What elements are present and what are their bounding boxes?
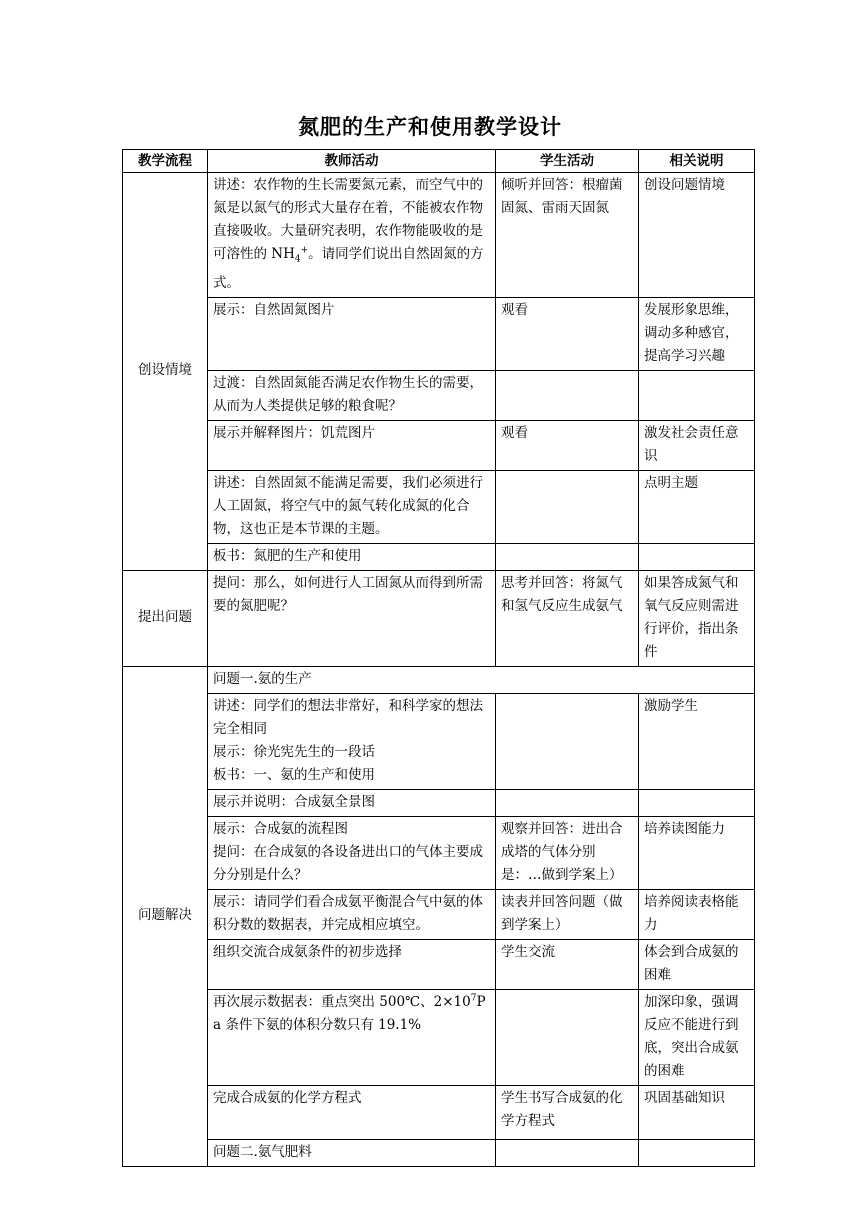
table-row: [123, 370, 755, 420]
student-activity-cell: [496, 370, 639, 420]
stage-problem-solving: 问题解决: [123, 666, 208, 1166]
note-cell: 发展形象思维，调动多种感官，提高学习兴趣: [639, 297, 755, 370]
note-cell: [639, 789, 755, 816]
note-cell: 激励学生: [639, 693, 755, 789]
note-cell: 培养读图能力: [639, 816, 755, 889]
teacher-activity-cell: 组织交流合成氨条件的初步选择: [208, 939, 496, 989]
table-row: [123, 789, 755, 816]
teacher-activity-cell: 提问：那么，如何进行人工固氮从而得到所需要的氮肥呢？: [208, 570, 496, 666]
teacher-activity-cell: 讲述：农作物的生长需要氮元素，而空气中的氮是以氮气的形式大量存在着，不能被农作物直接吸收。大量研究表明，农作物能吸收的是可溶性的 $NH_4^+$。请同学们说出自然固氮的方式。: [208, 173, 496, 298]
teacher-activity-cell: 问题二.氨气肥料: [208, 1139, 496, 1166]
lesson-plan-table: [122, 149, 755, 1167]
teacher-activity-cell: 完成合成氨的化学方程式: [208, 1085, 496, 1139]
header-student-activity: 学生活动: [496, 150, 639, 173]
table-row: [123, 939, 755, 989]
header-teacher-activity: 教师活动: [208, 150, 496, 173]
student-activity-cell: 观看: [496, 420, 639, 470]
student-activity-cell: [496, 543, 639, 570]
table-header-row: [123, 150, 755, 173]
table-row: [123, 470, 755, 543]
stage-raise-question: 提出问题: [123, 570, 208, 666]
student-activity-cell: 学生交流: [496, 939, 639, 989]
page-title: 氮肥的生产和使用教学设计: [298, 114, 562, 139]
header-notes: 相关说明: [639, 150, 755, 173]
student-activity-cell: 倾听并回答：根瘤菌固氮、雷雨天固氮: [496, 173, 639, 298]
note-cell: [639, 370, 755, 420]
table-row: [123, 1139, 755, 1166]
teacher-activity-cell: 板书：氮肥的生产和使用: [208, 543, 496, 570]
teacher-activity-cell: 展示并说明：合成氨全景图: [208, 789, 496, 816]
student-activity-cell: [496, 693, 639, 789]
table-row: [123, 666, 755, 693]
note-cell: 培养阅读表格能力: [639, 889, 755, 939]
teacher-activity-cell: 展示：合成氨的流程图 提问：在合成氨的各设备进出口的气体主要成分分别是什么？: [208, 816, 496, 889]
student-activity-cell: 学生书写合成氨的化学方程式: [496, 1085, 639, 1139]
teacher-activity-cell: 展示：请同学们看合成氨平衡混合气中氨的体积分数的数据表，并完成相应填空。: [208, 889, 496, 939]
table-row: [123, 297, 755, 370]
note-cell: 如果答成氮气和氧气反应则需进行评价，指出条件: [639, 570, 755, 666]
teacher-activity-cell: 再次展示数据表：重点突出 500℃、$2\times 10^7Pa$ 条件下氨的体积分数只有 19.1%: [208, 989, 496, 1085]
note-cell: 点明主题: [639, 470, 755, 543]
table-row: [123, 889, 755, 939]
note-cell: 加深印象，强调反应不能进行到底，突出合成氨的困难: [639, 989, 755, 1085]
note-cell: [639, 543, 755, 570]
table-row: [123, 1085, 755, 1139]
teacher-activity-cell: 讲述：自然固氮不能满足需要，我们必须进行人工固氮，将空气中的氮气转化成氮的化合物，这也正是本节课的主题。: [208, 470, 496, 543]
student-activity-cell: 观看: [496, 297, 639, 370]
student-activity-cell: 思考并回答：将氮气和氢气反应生成氨气: [496, 570, 639, 666]
table-row: [123, 816, 755, 889]
teacher-activity-cell: 过渡：自然固氮能否满足农作物生长的需要，从而为人类提供足够的粮食呢？: [208, 370, 496, 420]
student-activity-cell: [496, 470, 639, 543]
header-stage: 教学流程: [123, 150, 208, 173]
note-cell: 创设问题情境: [639, 173, 755, 298]
note-cell: [639, 1139, 755, 1166]
table-row: [123, 570, 755, 666]
student-activity-cell: [496, 789, 639, 816]
note-cell: 体会到合成氨的困难: [639, 939, 755, 989]
section-heading-cell: 问题一.氨的生产: [208, 666, 755, 693]
teacher-activity-cell: 展示并解释图片：饥荒图片: [208, 420, 496, 470]
student-activity-cell: [496, 1139, 639, 1166]
table-row: [123, 543, 755, 570]
student-activity-cell: [496, 989, 639, 1085]
table-row: [123, 989, 755, 1085]
student-activity-cell: 观察并回答：进出合成塔的气体分别是：…做到学案上）: [496, 816, 639, 889]
table-row: [123, 420, 755, 470]
table-row: [123, 173, 755, 298]
table-row: [123, 693, 755, 789]
teacher-activity-cell: 展示：自然固氮图片: [208, 297, 496, 370]
note-cell: 激发社会责任意识: [639, 420, 755, 470]
note-cell: 巩固基础知识: [639, 1085, 755, 1139]
student-activity-cell: 读表并回答问题（做到学案上）: [496, 889, 639, 939]
teacher-activity-cell: 讲述：同学们的想法非常好，和科学家的想法完全相同 展示：徐光宪先生的一段话 板书：一、氨的生产和使用: [208, 693, 496, 789]
stage-create-situation: 创设情境: [123, 173, 208, 571]
